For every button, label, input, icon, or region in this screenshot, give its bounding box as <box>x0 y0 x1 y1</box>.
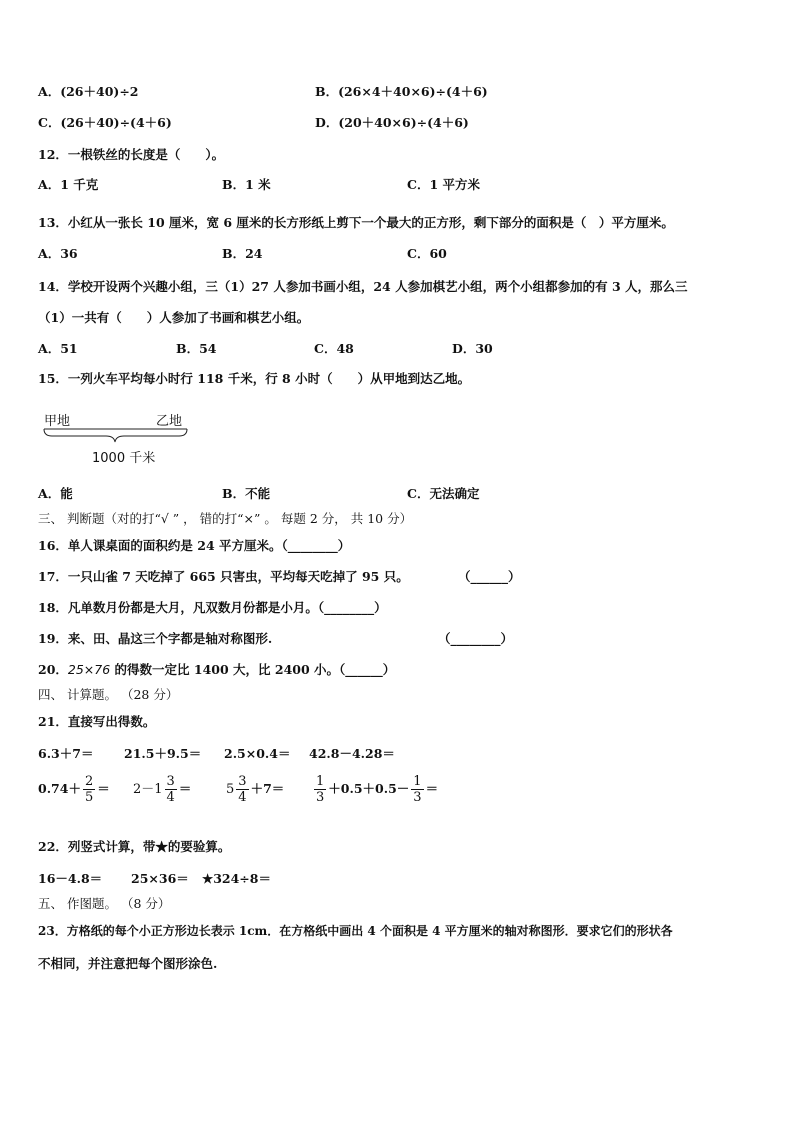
expr8-suffix: ＝ <box>425 781 439 796</box>
q21-expr-8 <box>312 772 438 808</box>
q22-expr-3: ★324÷8＝ <box>202 871 271 886</box>
q11-option-b: B．(26×4＋40×6)÷(4＋6) <box>315 84 488 99</box>
expr8-middle: ＋0.5＋0.5－ <box>328 781 410 796</box>
q13-option-c: C．60 <box>407 246 447 261</box>
q23-line1: 23．方格纸的每个小正方形边长表示 1cm．在方格纸中画出 4 个面积是 4 平方厘米的轴对称图形．要求它们的形状各 <box>38 924 673 938</box>
expr5-suffix: ＝ <box>97 781 110 796</box>
q21-stem: 21．直接写出得数。 <box>38 714 156 729</box>
q14-option-d: D．30 <box>452 341 493 356</box>
expr6-prefix: 2－1 <box>133 782 163 797</box>
q22-expr-2: 25×36＝ <box>131 871 189 886</box>
q20-number: 20． <box>38 662 68 677</box>
diagram-start-label: 甲地 <box>44 414 71 429</box>
q13-option-b: B．24 <box>222 246 263 261</box>
expr7-prefix: 5 <box>226 782 235 797</box>
q15-stem: 15．一列火车平均每小时行 118 千米，行 8 小时（ ）从甲地到达乙地。 <box>38 371 471 386</box>
q20 <box>38 662 395 678</box>
q16: 16．单人课桌面的面积约是 24 平方厘米。（________） <box>38 538 351 553</box>
q11-option-d: D．(20＋40×6)÷(4＋6) <box>315 115 469 130</box>
q11-option-a: A．(26＋40)÷2 <box>38 84 139 99</box>
q15-option-b: B．不能 <box>222 486 271 501</box>
section3-heading: 三、 判断题（对的打“√ ” ， 错的打“×” 。 每题 2 分， 共 10 分） <box>38 511 413 526</box>
q18: 18．凡单数月份都是大月，凡双数月份都是小月。（________） <box>38 600 387 615</box>
q14-stem-line2: （1）一共有（ ）人参加了书画和棋艺小组。 <box>38 310 310 325</box>
q14-option-c: C．48 <box>314 341 354 356</box>
expr7-suffix: ＋7＝ <box>250 781 285 796</box>
q12-option-c: C．1 平方米 <box>407 177 480 192</box>
q12-stem: 12．一根铁丝的长度是（ ）。 <box>38 147 225 162</box>
distance-diagram <box>40 405 200 467</box>
section4-heading: 四、 计算题。 （28 分） <box>38 687 179 702</box>
q21-expr-1: 6.3＋7＝ <box>38 746 94 761</box>
q20-rest: 的得数一定比 1400 大，比 2400 小。（______） <box>110 662 396 677</box>
q15-option-c: C．无法确定 <box>407 486 480 501</box>
q19-stem: 19．来、田、晶这三个字都是轴对称图形. <box>38 631 273 646</box>
q13-stem: 13．小红从一张长 10 厘米，宽 6 厘米的长方形纸上剪下一个最大的正方形，剩下部分的面积是（ ）平方厘米。 <box>38 215 674 230</box>
q21-expr-2: 21.5＋9.5＝ <box>124 746 202 761</box>
diagram-end-label: 乙地 <box>156 414 183 429</box>
expr6-suffix: ＝ <box>178 781 192 796</box>
q22-expr-1: 16－4.8＝ <box>38 871 103 886</box>
q21-expr-5 <box>38 772 110 808</box>
q13-option-a: A．36 <box>38 246 78 261</box>
q22-stem: 22．列竖式计算，带★的要验算。 <box>38 839 231 854</box>
fraction: $\frac{1}{3}$ <box>413 774 422 805</box>
fraction: $\frac{2}{5}$ <box>84 774 94 805</box>
q23-line2: 不相同，并注意把每个图形涂色. <box>38 956 218 971</box>
q14-option-a: A．51 <box>38 341 78 356</box>
q20-expression: 25×76 <box>67 662 111 677</box>
q19-blank: （________） <box>438 631 514 646</box>
q15-option-a: A．能 <box>38 486 73 501</box>
fraction: $\frac{1}{3}$ <box>316 774 325 805</box>
q12-option-a: A．1 千克 <box>38 177 99 192</box>
expr5-prefix: 0.74＋ <box>38 781 81 796</box>
q12-option-b: B．1 米 <box>222 177 271 192</box>
section5-heading: 五、 作图题。 （8 分） <box>38 896 171 911</box>
fraction: $\frac{3}{4}$ <box>166 774 175 805</box>
q21-expr-7 <box>226 772 284 808</box>
q11-option-c: C．(26＋40)÷(4＋6) <box>38 115 172 130</box>
q17-blank: （______） <box>458 569 521 584</box>
q21-expr-6 <box>133 772 191 808</box>
q14-stem-line1: 14．学校开设两个兴趣小组，三（1）27 人参加书画小组，24 人参加棋艺小组，两个小组都参加的有 3 人，那么三 <box>38 279 688 294</box>
q17-stem: 17．一只山雀 7 天吃掉了 665 只害虫，平均每天吃掉了 95 只。 <box>38 569 409 584</box>
diagram-distance-label: 1000 千米 <box>92 451 156 466</box>
q21-expr-4: 42.8－4.28＝ <box>309 746 395 761</box>
fraction: $\frac{3}{4}$ <box>238 774 247 805</box>
q21-expr-3: 2.5×0.4＝ <box>224 746 291 761</box>
q14-option-b: B．54 <box>176 341 217 356</box>
